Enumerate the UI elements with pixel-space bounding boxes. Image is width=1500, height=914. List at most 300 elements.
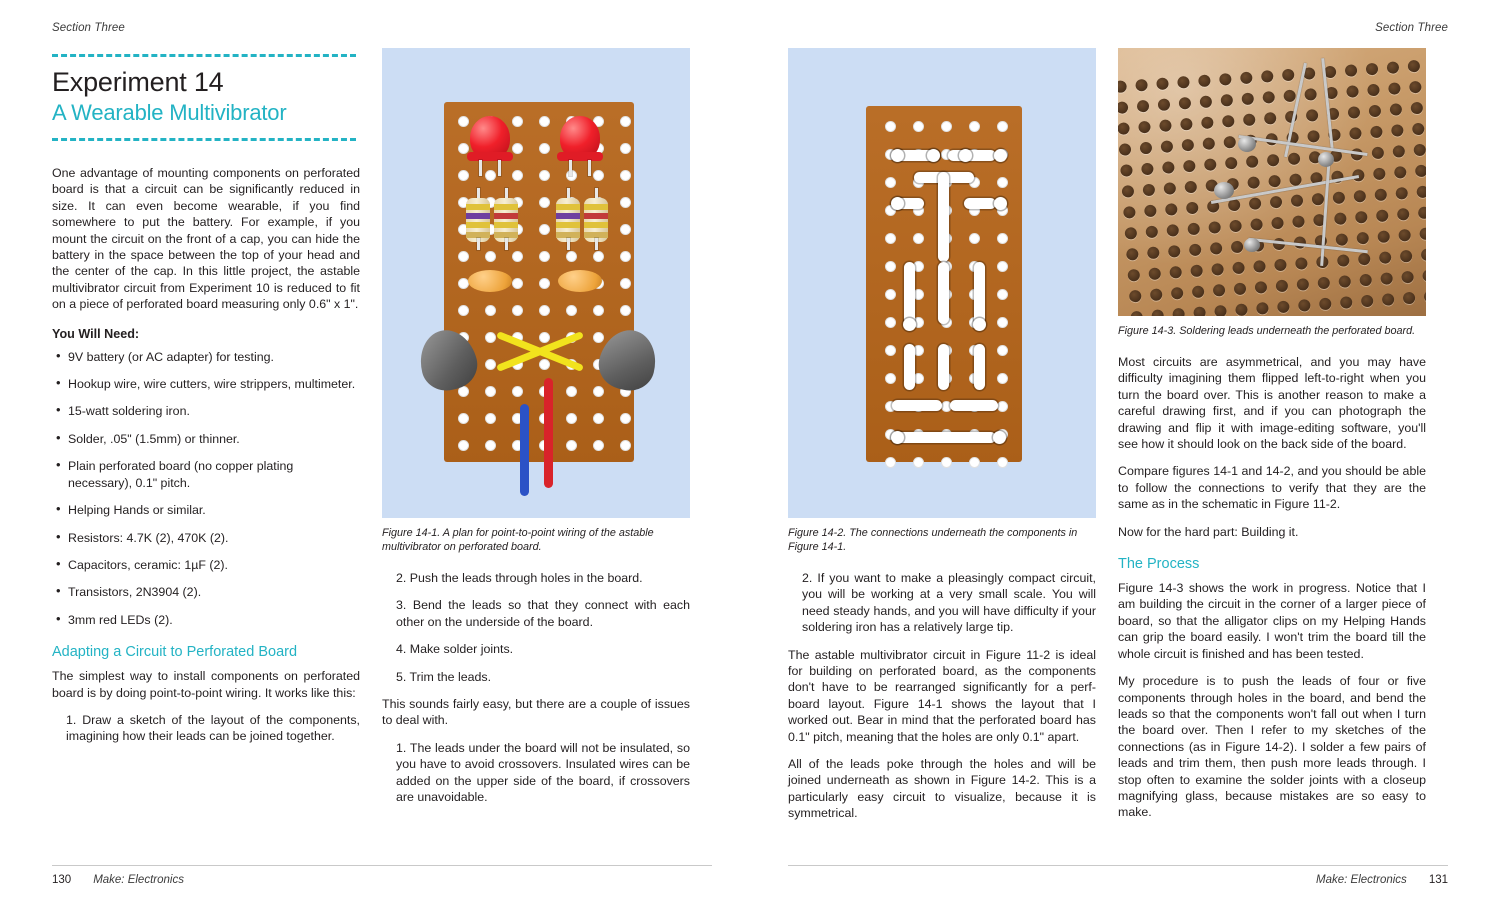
photo-hole: [1223, 136, 1236, 149]
hole: [566, 413, 577, 424]
hole: [885, 177, 896, 188]
photo-hole: [1335, 233, 1348, 246]
photo-hole: [1148, 267, 1161, 280]
hole: [969, 121, 980, 132]
photo-hole: [1172, 308, 1185, 316]
intro-paragraph: One advantage of mounting components on perforated board is that a circuit can be significantly reduced in size. It can even become wearable, if you find somewhere to put the battery. For example, if you mount the circuit on the front of a cap, you can hide the battery in the space between the top of your head and the center of the cap. In this little project, the astable multivibrator circuit from Experiment 10 is reduced to fit on a piece of perforated board measuring only 0.6" x 1".: [52, 166, 360, 312]
page-subtitle: A Wearable Multivibrator: [52, 100, 287, 125]
trace: [938, 172, 949, 262]
photo-hole: [1345, 64, 1358, 77]
board-hole: [612, 243, 639, 270]
hole: [620, 440, 631, 451]
photo-hole: [1255, 281, 1268, 294]
hole: [593, 170, 604, 181]
photo-hole: [1346, 85, 1359, 98]
hole: [620, 116, 631, 127]
photo-hole: [1253, 260, 1266, 273]
board-hole: [876, 168, 904, 196]
photo-hole: [1177, 76, 1190, 89]
board-hole: [558, 405, 585, 432]
hole: [997, 345, 1008, 356]
footer-label-right: Make: Electronics: [1316, 874, 1407, 886]
hole: [885, 121, 896, 132]
issue-2: 2. If you want to make a pleasingly compact circuit, you will be working at a very small scale. You will need steady hands, and you will have difficulty if your soldering iron has a relatively large tip.: [802, 571, 1096, 635]
photo-hole: [1210, 242, 1223, 255]
photo-hole: [1208, 221, 1221, 234]
hole: [593, 305, 604, 316]
photo-hole: [1398, 229, 1411, 242]
hole: [485, 251, 496, 262]
solder-pad: [994, 197, 1007, 210]
photo-hole: [1135, 79, 1148, 92]
photo-hole: [1340, 296, 1353, 309]
solder-pad: [959, 149, 972, 162]
photo-hole: [1232, 261, 1245, 274]
hole: [620, 278, 631, 289]
paragraph-process-1: Figure 14-3 shows the work in progress. Notice that I am building the circuit in the corner of a larger piece of board, so that the alligator clips on my Helping Hands can grip the board easily. I won't trim the board till the whole circuit is finished and has been tested.: [1118, 581, 1426, 661]
photo-hole: [1166, 224, 1179, 237]
hole: [458, 305, 469, 316]
hole: [539, 278, 550, 289]
photo-hole: [1124, 227, 1137, 240]
photo-hole: [1401, 271, 1414, 284]
hole: [620, 251, 631, 262]
board-hole: [988, 168, 1016, 196]
board-hole: [876, 364, 904, 392]
led-leg: [479, 160, 482, 176]
trace: [892, 432, 996, 443]
right-figure-column: [788, 48, 1096, 833]
hole: [620, 143, 631, 154]
photo-hole: [1298, 299, 1311, 312]
paragraph-astable: The astable multivibrator circuit in Figure 11-2 is ideal for building on perforated board, as the components don't have to be rearranged significantly for a perf-board layout. Figure 14-1 shows the layout that I worked out. Bear in mind that the perforated board has 0.1" pitch, meaning that the holes are only 0.1" apart.: [788, 647, 1096, 744]
solder-pad: [993, 431, 1006, 444]
photo-hole: [1312, 193, 1325, 206]
photo-hole: [1225, 157, 1238, 170]
photo-hole: [1419, 227, 1426, 240]
trace: [974, 262, 985, 324]
board-hole: [612, 297, 639, 324]
trace: [974, 344, 985, 390]
board-hole: [988, 112, 1016, 140]
paragraph-hard-part: Now for the hard part: Building it.: [1118, 524, 1299, 539]
figure-14-2-caption: Figure 14-2. The connections underneath the components in Figure 14-1.: [788, 527, 1078, 553]
hole: [997, 401, 1008, 412]
figure-14-3: [1118, 48, 1426, 316]
photo-hole: [1240, 71, 1253, 84]
board-hole: [558, 432, 585, 459]
footer-right: [788, 865, 1448, 886]
board-hole: [531, 216, 558, 243]
resistor-body: [584, 198, 608, 242]
board-hole: [876, 112, 904, 140]
photo-hole: [1150, 288, 1163, 301]
trace: [904, 344, 915, 390]
photo-hole: [1307, 130, 1320, 143]
hole: [997, 289, 1008, 300]
photo-hole: [1334, 212, 1347, 225]
led-leg: [569, 160, 572, 176]
solder-pad: [927, 149, 940, 162]
board-hole: [531, 135, 558, 162]
list-item: • Helping Hands or similar.: [52, 502, 360, 518]
list-item: • Solder, .05" (1.5mm) or thinner.: [52, 431, 360, 447]
photo-hole: [1288, 152, 1301, 165]
trace: [950, 400, 998, 411]
photo-hole: [1295, 257, 1308, 270]
hole: [913, 121, 924, 132]
photo-hole: [1144, 204, 1157, 217]
photo-hole: [1129, 290, 1142, 303]
photo-hole: [1369, 105, 1382, 118]
paragraph-simplest: The simplest way to install components on perforated board is by doing point-to-point wiring. It works like this:: [52, 669, 360, 700]
hole: [458, 413, 469, 424]
photo-hole: [1246, 155, 1259, 168]
page-title: Experiment 14: [52, 67, 224, 97]
photo-hole: [1247, 176, 1260, 189]
hole: [539, 224, 550, 235]
photo-hole: [1130, 311, 1143, 316]
photo-hole: [1267, 154, 1280, 167]
photo-hole: [1349, 127, 1362, 140]
board-hole: [585, 432, 612, 459]
photo-hole: [1367, 84, 1380, 97]
hole: [885, 345, 896, 356]
photo-hole: [1168, 245, 1181, 258]
hole: [620, 224, 631, 235]
resistor-band: [556, 204, 580, 210]
hole: [485, 332, 496, 343]
step-3: 3. Bend the leads so that they connect with each other on the underside of the board.: [396, 598, 690, 629]
photo-hole: [1407, 60, 1420, 73]
photo-hole: [1370, 126, 1383, 139]
board-hole: [450, 297, 477, 324]
capacitor-right: [558, 270, 602, 292]
photo-hole: [1165, 203, 1178, 216]
board-hole: [904, 112, 932, 140]
board-hole: [988, 280, 1016, 308]
hole: [458, 170, 469, 181]
photo-hole: [1158, 98, 1171, 111]
resistor-band: [584, 213, 608, 219]
photo-hole: [1355, 211, 1368, 224]
resistor-body: [556, 198, 580, 242]
photo-hole: [1276, 279, 1289, 292]
photo-hole: [1126, 248, 1139, 261]
led-left: [470, 116, 510, 168]
hole: [969, 233, 980, 244]
photo-hole: [1371, 146, 1384, 159]
photo-hole: [1356, 232, 1369, 245]
board-hole: [504, 297, 531, 324]
photo-hole: [1204, 158, 1217, 171]
photo-hole: [1268, 175, 1281, 188]
photo-hole: [1282, 69, 1295, 82]
photo-hole: [1379, 251, 1392, 264]
board-hole: [585, 297, 612, 324]
resistor-band: [584, 222, 608, 228]
right-page-columns: [788, 48, 1448, 833]
resistor-band: [494, 213, 518, 219]
hole: [512, 386, 523, 397]
section-heading-process: The Process: [1118, 556, 1200, 573]
board-hole: [876, 252, 904, 280]
photo-hole: [1388, 82, 1401, 95]
hole: [485, 170, 496, 181]
photo-hole: [1162, 161, 1175, 174]
led-leg: [498, 160, 501, 176]
photo-hole: [1214, 305, 1227, 316]
photo-hole: [1317, 277, 1330, 290]
board-hole: [932, 112, 960, 140]
board-hole: [904, 448, 932, 476]
led-flange: [557, 152, 603, 161]
hole: [512, 116, 523, 127]
board-hole: [960, 112, 988, 140]
figure-14-2: [788, 48, 1096, 518]
title-rule-bottom: [52, 138, 356, 141]
hole: [941, 121, 952, 132]
solder-joint: [1214, 182, 1234, 199]
board-hole: [612, 108, 639, 135]
board-hole: [504, 378, 531, 405]
board-hole: [932, 448, 960, 476]
board-hole: [450, 432, 477, 459]
hole: [913, 233, 924, 244]
page-number-left: 130: [52, 874, 72, 886]
photo-hole: [1219, 73, 1232, 86]
photo-hole: [1270, 196, 1283, 209]
hole: [885, 373, 896, 384]
resistor-lead: [567, 238, 570, 250]
photo-hole: [1304, 88, 1317, 101]
photo-hole: [1361, 295, 1374, 308]
hole: [539, 170, 550, 181]
hole: [485, 359, 496, 370]
step-4: 4. Make solder joints.: [396, 642, 514, 657]
board-hole: [531, 243, 558, 270]
photo-hole: [1359, 274, 1372, 287]
hole: [885, 289, 896, 300]
hole: [997, 233, 1008, 244]
photo-hole: [1137, 100, 1150, 113]
board-hole: [612, 405, 639, 432]
hole: [566, 440, 577, 451]
photo-hole: [1256, 302, 1269, 315]
photo-hole: [1283, 89, 1296, 102]
resistor: [494, 188, 518, 250]
page-number-right: 131: [1428, 874, 1448, 886]
photo-hole: [1416, 185, 1426, 198]
board-hole: [960, 448, 988, 476]
list-item: • 3mm red LEDs (2).: [52, 612, 360, 628]
solder-pad: [973, 318, 986, 331]
resistor-band: [466, 222, 490, 228]
photo-hole: [1413, 144, 1426, 157]
board-hole: [612, 432, 639, 459]
photo-hole: [1190, 264, 1203, 277]
board-hole: [876, 336, 904, 364]
wire-red: [544, 378, 553, 488]
photo-hole: [1241, 92, 1254, 105]
photo-hole: [1397, 208, 1410, 221]
resistor-band: [466, 204, 490, 210]
photo-hole: [1409, 81, 1422, 94]
photo-hole: [1262, 91, 1275, 104]
capacitor-left: [468, 270, 512, 292]
photo-hole: [1184, 181, 1197, 194]
photo-hole: [1220, 94, 1233, 107]
solder-joint: [1318, 152, 1334, 167]
solder-joint: [1238, 136, 1256, 152]
led-flange: [467, 152, 513, 161]
solder-pad: [891, 149, 904, 162]
footer-left: [52, 865, 712, 886]
hole: [620, 413, 631, 424]
solder-pad: [994, 149, 1007, 162]
hole: [997, 177, 1008, 188]
resistor-band: [466, 213, 490, 219]
step-1: 1. Draw a sketch of the layout of the components, imagining how their leads can be joined together.: [66, 712, 360, 744]
resistor-body: [494, 198, 518, 242]
hole: [997, 373, 1008, 384]
board-hole: [531, 270, 558, 297]
photo-hole: [1353, 190, 1366, 203]
figure-14-3-caption: Figure 14-3. Soldering leads underneath the perforated board.: [1118, 325, 1416, 337]
paragraph-leads: All of the leads poke through the holes and will be joined underneath as shown in Figure 14-2. This is a particularly easy circuit to visualize, because it is symmetrical.: [788, 757, 1096, 821]
photo-hole: [1291, 194, 1304, 207]
photo-hole: [1145, 225, 1158, 238]
solder-pad: [891, 431, 904, 444]
board-hole: [477, 432, 504, 459]
left-figure-column: [382, 48, 690, 816]
photo-hole: [1180, 118, 1193, 131]
solder-pad: [903, 318, 916, 331]
hole: [885, 317, 896, 328]
section-heading-adapting: Adapting a Circuit to Perforated Board: [52, 644, 298, 661]
photo-hole: [1198, 74, 1211, 87]
photo-hole: [1391, 124, 1404, 137]
board-hole: [612, 189, 639, 216]
list-item: • Transistors, 2N3904 (2).: [52, 584, 360, 600]
hole: [458, 251, 469, 262]
photo-hole: [1119, 143, 1132, 156]
paragraph-compare: Compare figures 14-1 and 14-2, and you should be able to follow the connections to verify that they are the same as in the schematic in Figure 11-2.: [1118, 464, 1426, 512]
hole: [997, 261, 1008, 272]
photo-hole: [1418, 206, 1426, 219]
photo-hole: [1358, 253, 1371, 266]
photo-hole: [1422, 269, 1426, 282]
hole: [620, 197, 631, 208]
board-hole: [876, 280, 904, 308]
wire-blue: [520, 404, 529, 496]
right-page: [750, 0, 1500, 914]
issue-1: 1. The leads under the board will not be insulated, so you have to avoid crossovers. Insulated wires can be added on the upper side of the board, if crossovers are unavoidable.: [396, 740, 690, 805]
photo-board-holes: [1118, 51, 1426, 316]
board-hole: [876, 308, 904, 336]
photo-hole: [1189, 243, 1202, 256]
photo-hole: [1222, 115, 1235, 128]
trace: [938, 262, 949, 324]
figure-14-1-caption: Figure 14-1. A plan for point-to-point wiring of the astable multivibrator on perforated board.: [382, 527, 654, 553]
board-hole: [612, 270, 639, 297]
hole: [997, 121, 1008, 132]
photo-hole: [1186, 202, 1199, 215]
photo-hole: [1120, 164, 1133, 177]
photo-hole: [1122, 185, 1135, 198]
board-hole: [531, 162, 558, 189]
hole: [539, 197, 550, 208]
photo-hole: [1400, 250, 1413, 263]
hole: [620, 170, 631, 181]
running-head-right: Section Three: [1375, 22, 1448, 34]
hole: [512, 170, 523, 181]
board-hole: [477, 378, 504, 405]
photo-hole: [1412, 123, 1425, 136]
list-item: • Plain perforated board (no copper plating necessary), 0.1" pitch.: [52, 458, 360, 491]
hole: [885, 457, 896, 468]
trace: [904, 262, 915, 324]
photo-hole: [1235, 303, 1248, 316]
board-hole: [558, 297, 585, 324]
photo-hole: [1213, 284, 1226, 297]
board-hole: [988, 364, 1016, 392]
you-will-need-list: [52, 349, 360, 628]
paragraph-sounds-easy: This sounds fairly easy, but there are a couple of issues to deal with.: [382, 697, 690, 728]
board-hole: [960, 224, 988, 252]
board-hole: [876, 224, 904, 252]
photo-hole: [1169, 266, 1182, 279]
hole: [593, 251, 604, 262]
trace: [892, 400, 942, 411]
resistor-band: [494, 222, 518, 228]
hole: [593, 440, 604, 451]
resistor: [556, 188, 580, 250]
photo-hole: [1366, 63, 1379, 76]
photo-hole: [1296, 278, 1309, 291]
hole: [458, 116, 469, 127]
hole: [458, 440, 469, 451]
photo-hole: [1348, 106, 1361, 119]
hole: [539, 305, 550, 316]
photo-hole: [1161, 140, 1174, 153]
photo-hole: [1382, 293, 1395, 306]
photo-hole: [1277, 300, 1290, 313]
hole: [512, 251, 523, 262]
photo-hole: [1211, 263, 1224, 276]
hole: [539, 359, 550, 370]
photo-hole: [1229, 220, 1242, 233]
hole: [593, 413, 604, 424]
step-5: 5. Trim the leads.: [396, 669, 492, 684]
paragraph-process-2: My procedure is to push the leads of four or five components through holes in the board, and bend the leads so that the components won't fall out when I turn the board over. Then I refer to my sketches of the connections (as in Figure 14-2). I solder a few pairs of leads and trim them, then push more leads through. I stop often to examine the solder joints with a closeup magnifying glass, because mistakes are so easy to make.: [1118, 674, 1426, 820]
paragraph-asymmetrical: Most circuits are asymmetrical, and you may have difficulty imagining them flipped left-to-right when you turn the board over. This is another reason to make a careful drawing first, and if you can photograph the drawing and flip it with image-editing software, you'll see how it should look on the back side of the board.: [1118, 355, 1426, 452]
hole: [539, 143, 550, 154]
photo-hole: [1415, 164, 1426, 177]
board-hole: [612, 216, 639, 243]
photo-hole: [1261, 70, 1274, 83]
photo-hole: [1292, 215, 1305, 228]
running-head-left: Section Three: [52, 22, 125, 34]
photo-hole: [1192, 285, 1205, 298]
photo-hole: [1395, 187, 1408, 200]
hole: [485, 440, 496, 451]
photo-hole: [1142, 184, 1155, 197]
board-hole: [585, 405, 612, 432]
photo-hole: [1147, 246, 1160, 259]
resistor-lead: [477, 238, 480, 250]
photo-hole: [1234, 282, 1247, 295]
